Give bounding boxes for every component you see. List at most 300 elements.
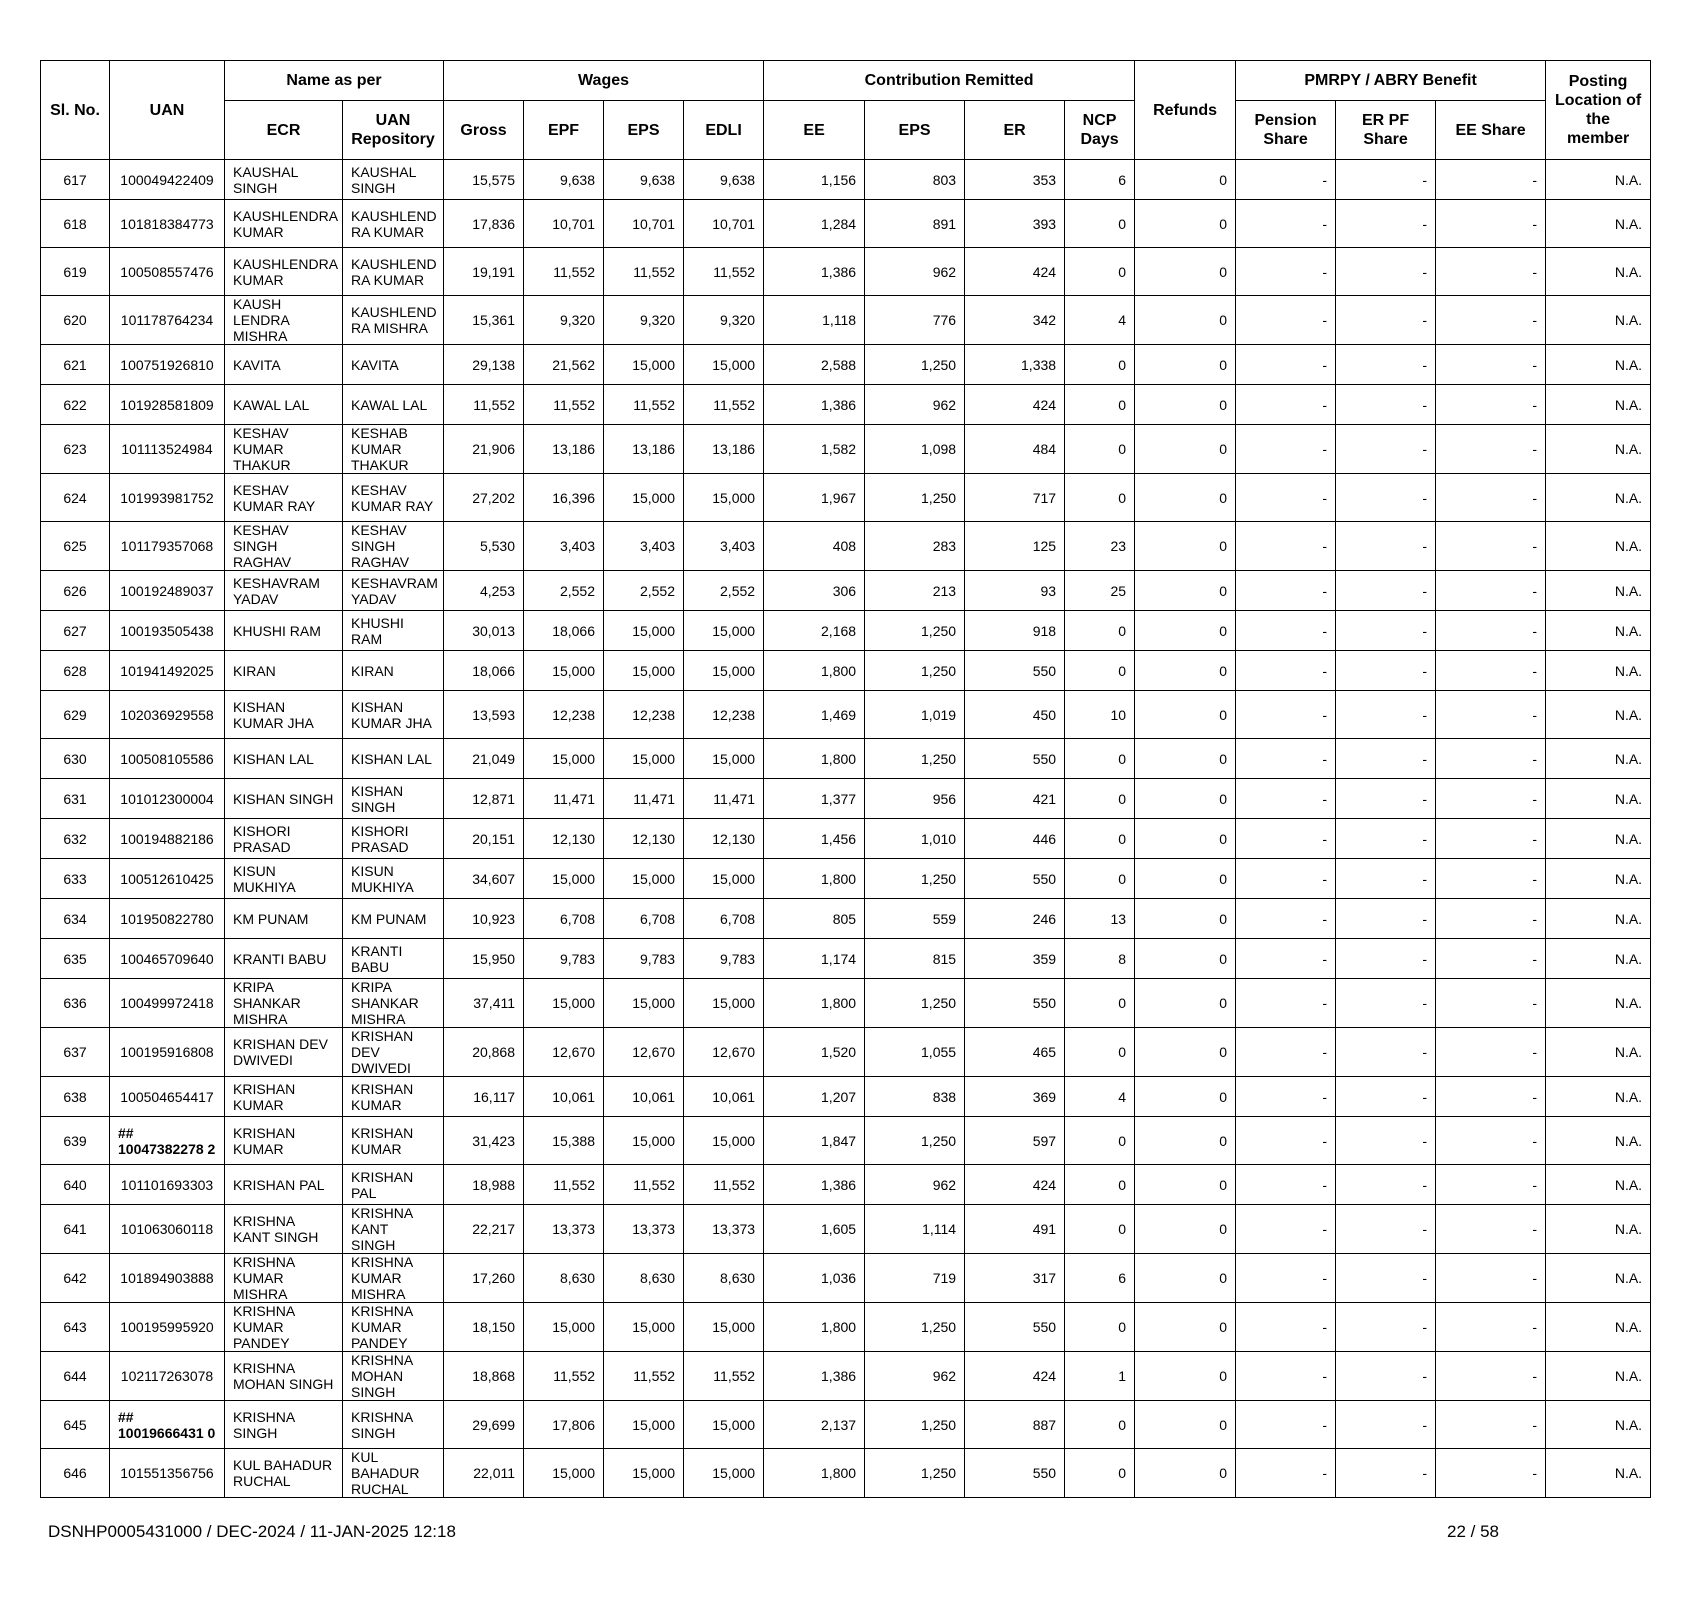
table-row [41, 611, 1651, 651]
ncp-days-cell: 0 [1065, 474, 1135, 522]
er-pf-share-cell: - [1336, 474, 1436, 522]
ncp-days-cell: 0 [1065, 345, 1135, 385]
ee-cell: 1,469 [764, 691, 865, 739]
refunds-cell: 0 [1135, 571, 1236, 611]
sl-no-cell: 625 [41, 522, 110, 571]
refunds-cell: 0 [1135, 385, 1236, 425]
refunds-cell: 0 [1135, 899, 1236, 939]
ee-cell: 1,800 [764, 1449, 865, 1498]
ee-cell: 1,377 [764, 779, 865, 819]
pension-share-cell: - [1236, 1165, 1336, 1205]
pension-share-cell: - [1236, 296, 1336, 345]
er-cell: 597 [965, 1117, 1065, 1165]
epf-cell: 12,130 [524, 819, 604, 859]
er-cell: 359 [965, 939, 1065, 979]
ee-share-cell: - [1436, 474, 1546, 522]
gross-cell: 16,117 [444, 1077, 524, 1117]
table-row [41, 939, 1651, 979]
gross-cell: 4,253 [444, 571, 524, 611]
table-row [41, 296, 1651, 345]
edli-cell: 11,552 [684, 248, 764, 296]
uan-cell: 101101693303 [110, 1165, 225, 1205]
er-cell: 424 [965, 248, 1065, 296]
eps-cell: 15,000 [604, 1401, 684, 1449]
er-cell: 353 [965, 160, 1065, 200]
er-pf-share-cell: - [1336, 425, 1436, 474]
edli-cell: 10,701 [684, 200, 764, 248]
er-pf-share-cell: - [1336, 859, 1436, 899]
ecr-name-cell: KRIPA SHANKAR MISHRA [225, 979, 343, 1028]
repository-name-cell: KISHAN SINGH [343, 779, 444, 819]
uan-cell: 101113524984 [110, 425, 225, 474]
pension-share-cell: - [1236, 691, 1336, 739]
contribution-eps-cell: 1,250 [865, 739, 965, 779]
contribution-eps-cell: 1,250 [865, 474, 965, 522]
ee-cell: 805 [764, 899, 865, 939]
refunds-cell: 0 [1135, 779, 1236, 819]
group-pmrpy-abry: PMRPY / ABRY Benefit [1236, 61, 1546, 101]
ecr-name-cell: KESHAV KUMAR THAKUR [225, 425, 343, 474]
er-pf-share-cell: - [1336, 200, 1436, 248]
er-pf-share-cell: - [1336, 248, 1436, 296]
eps-cell: 15,000 [604, 474, 684, 522]
uan-cell: 100193505438 [110, 611, 225, 651]
col-ncp-days: NCP Days [1065, 101, 1135, 160]
er-cell: 125 [965, 522, 1065, 571]
ee-cell: 1,156 [764, 160, 865, 200]
col-er: ER [965, 101, 1065, 160]
ee-cell: 1,386 [764, 385, 865, 425]
eps-cell: 11,471 [604, 779, 684, 819]
contribution-eps-cell: 1,250 [865, 1401, 965, 1449]
sl-no-cell: 623 [41, 425, 110, 474]
gross-cell: 10,923 [444, 899, 524, 939]
ee-share-cell: - [1436, 739, 1546, 779]
contribution-eps-cell: 962 [865, 1352, 965, 1401]
ncp-days-cell: 0 [1065, 1449, 1135, 1498]
eps-cell: 13,373 [604, 1205, 684, 1254]
posting-location-cell: N.A. [1546, 425, 1651, 474]
refunds-cell: 0 [1135, 651, 1236, 691]
uan-cell: 100465709640 [110, 939, 225, 979]
sl-no-cell: 621 [41, 345, 110, 385]
posting-location-cell: N.A. [1546, 296, 1651, 345]
repository-name-cell: KRISHNA SINGH [343, 1401, 444, 1449]
epf-cell: 11,471 [524, 779, 604, 819]
col-ecr: ECR [225, 101, 343, 160]
ee-cell: 1,800 [764, 859, 865, 899]
ncp-days-cell: 0 [1065, 425, 1135, 474]
posting-location-cell: N.A. [1546, 1352, 1651, 1401]
refunds-cell: 0 [1135, 248, 1236, 296]
sl-no-cell: 643 [41, 1303, 110, 1352]
sl-no-cell: 630 [41, 739, 110, 779]
uan-cell: ## 10047382278 2 [110, 1117, 225, 1165]
sl-no-cell: 641 [41, 1205, 110, 1254]
col-contribution-eps: EPS [865, 101, 965, 160]
er-cell: 550 [965, 651, 1065, 691]
refunds-cell: 0 [1135, 819, 1236, 859]
repository-name-cell: KRISHNA KUMAR MISHRA [343, 1254, 444, 1303]
edli-cell: 15,000 [684, 1401, 764, 1449]
posting-location-cell: N.A. [1546, 345, 1651, 385]
ee-cell: 1,207 [764, 1077, 865, 1117]
epf-cell: 10,701 [524, 200, 604, 248]
col-uan: UAN [110, 61, 225, 160]
table-row [41, 385, 1651, 425]
uan-cell: 100194882186 [110, 819, 225, 859]
table-row [41, 200, 1651, 248]
edli-cell: 6,708 [684, 899, 764, 939]
ee-cell: 408 [764, 522, 865, 571]
ncp-days-cell: 6 [1065, 1254, 1135, 1303]
uan-cell: 100195995920 [110, 1303, 225, 1352]
ecr-name-cell: KISUN MUKHIYA [225, 859, 343, 899]
gross-cell: 18,868 [444, 1352, 524, 1401]
posting-location-cell: N.A. [1546, 1401, 1651, 1449]
gross-cell: 17,836 [444, 200, 524, 248]
ncp-days-cell: 0 [1065, 611, 1135, 651]
gross-cell: 13,593 [444, 691, 524, 739]
ncp-days-cell: 10 [1065, 691, 1135, 739]
contribution-eps-cell: 962 [865, 248, 965, 296]
gross-cell: 34,607 [444, 859, 524, 899]
refunds-cell: 0 [1135, 979, 1236, 1028]
pension-share-cell: - [1236, 200, 1336, 248]
pension-share-cell: - [1236, 345, 1336, 385]
ee-share-cell: - [1436, 296, 1546, 345]
edli-cell: 11,552 [684, 1352, 764, 1401]
ncp-days-cell: 0 [1065, 1303, 1135, 1352]
ee-share-cell: - [1436, 571, 1546, 611]
table-row [41, 160, 1651, 200]
ecr-name-cell: KHUSHI RAM [225, 611, 343, 651]
gross-cell: 18,066 [444, 651, 524, 691]
repository-name-cell: KRISHNA MOHAN SINGH [343, 1352, 444, 1401]
edli-cell: 12,130 [684, 819, 764, 859]
eps-cell: 12,670 [604, 1028, 684, 1077]
col-uan-repository: UAN Repository [343, 101, 444, 160]
repository-name-cell: KRISHAN DEV DWIVEDI [343, 1028, 444, 1077]
er-cell: 342 [965, 296, 1065, 345]
ee-cell: 1,847 [764, 1117, 865, 1165]
er-cell: 93 [965, 571, 1065, 611]
er-pf-share-cell: - [1336, 819, 1436, 859]
epf-cell: 21,562 [524, 345, 604, 385]
posting-location-cell: N.A. [1546, 899, 1651, 939]
gross-cell: 15,950 [444, 939, 524, 979]
refunds-cell: 0 [1135, 939, 1236, 979]
eps-cell: 9,783 [604, 939, 684, 979]
er-cell: 491 [965, 1205, 1065, 1254]
edli-cell: 15,000 [684, 859, 764, 899]
posting-location-cell: N.A. [1546, 819, 1651, 859]
er-pf-share-cell: - [1336, 899, 1436, 939]
ee-cell: 1,386 [764, 1352, 865, 1401]
er-pf-share-cell: - [1336, 1028, 1436, 1077]
gross-cell: 21,049 [444, 739, 524, 779]
ecr-name-cell: KISHORI PRASAD [225, 819, 343, 859]
repository-name-cell: KRISHAN PAL [343, 1165, 444, 1205]
refunds-cell: 0 [1135, 296, 1236, 345]
table-row [41, 691, 1651, 739]
gross-cell: 17,260 [444, 1254, 524, 1303]
epf-cell: 15,388 [524, 1117, 604, 1165]
ee-share-cell: - [1436, 1401, 1546, 1449]
sl-no-cell: 644 [41, 1352, 110, 1401]
epf-cell: 17,806 [524, 1401, 604, 1449]
eps-cell: 15,000 [604, 611, 684, 651]
epf-cell: 11,552 [524, 1352, 604, 1401]
repository-name-cell: KUL BAHADUR RUCHAL [343, 1449, 444, 1498]
ecr-name-cell: KIRAN [225, 651, 343, 691]
sl-no-cell: 619 [41, 248, 110, 296]
gross-cell: 20,868 [444, 1028, 524, 1077]
contribution-eps-cell: 283 [865, 522, 965, 571]
ecr-name-cell: KESHAV SINGH RAGHAV [225, 522, 343, 571]
posting-location-cell: N.A. [1546, 385, 1651, 425]
er-cell: 424 [965, 385, 1065, 425]
er-pf-share-cell: - [1336, 979, 1436, 1028]
ee-cell: 306 [764, 571, 865, 611]
epf-cell: 15,000 [524, 1303, 604, 1352]
sl-no-cell: 620 [41, 296, 110, 345]
eps-cell: 15,000 [604, 1117, 684, 1165]
epf-cell: 13,186 [524, 425, 604, 474]
contribution-eps-cell: 1,098 [865, 425, 965, 474]
refunds-cell: 0 [1135, 1117, 1236, 1165]
refunds-cell: 0 [1135, 1352, 1236, 1401]
contribution-eps-cell: 838 [865, 1077, 965, 1117]
repository-name-cell: KRISHAN KUMAR [343, 1077, 444, 1117]
sl-no-cell: 638 [41, 1077, 110, 1117]
pension-share-cell: - [1236, 1117, 1336, 1165]
er-pf-share-cell: - [1336, 691, 1436, 739]
ee-cell: 1,967 [764, 474, 865, 522]
table-row [41, 779, 1651, 819]
ee-cell: 1,800 [764, 979, 865, 1028]
repository-name-cell: KESHAVRAM YADAV [343, 571, 444, 611]
er-pf-share-cell: - [1336, 160, 1436, 200]
er-cell: 550 [965, 1303, 1065, 1352]
er-cell: 421 [965, 779, 1065, 819]
table-row [41, 425, 1651, 474]
ee-cell: 1,386 [764, 248, 865, 296]
sl-no-cell: 634 [41, 899, 110, 939]
edli-cell: 13,373 [684, 1205, 764, 1254]
er-cell: 246 [965, 899, 1065, 939]
edli-cell: 15,000 [684, 651, 764, 691]
er-cell: 717 [965, 474, 1065, 522]
eps-cell: 11,552 [604, 1165, 684, 1205]
repository-name-cell: KAUSHLEND RA KUMAR [343, 248, 444, 296]
col-refunds: Refunds [1135, 61, 1236, 160]
uan-cell: 100195916808 [110, 1028, 225, 1077]
repository-name-cell: KAVITA [343, 345, 444, 385]
pension-share-cell: - [1236, 1254, 1336, 1303]
pension-share-cell: - [1236, 611, 1336, 651]
eps-cell: 13,186 [604, 425, 684, 474]
uan-cell: 101993981752 [110, 474, 225, 522]
ecr-name-cell: KESHAVRAM YADAV [225, 571, 343, 611]
er-cell: 887 [965, 1401, 1065, 1449]
col-eps: EPS [604, 101, 684, 160]
gross-cell: 22,011 [444, 1449, 524, 1498]
sl-no-cell: 624 [41, 474, 110, 522]
table-row [41, 571, 1651, 611]
uan-cell: 100508105586 [110, 739, 225, 779]
table-row [41, 1303, 1651, 1352]
contribution-eps-cell: 1,019 [865, 691, 965, 739]
ee-share-cell: - [1436, 425, 1546, 474]
repository-name-cell: KIRAN [343, 651, 444, 691]
ee-share-cell: - [1436, 651, 1546, 691]
col-ee-share: EE Share [1436, 101, 1546, 160]
er-pf-share-cell: - [1336, 385, 1436, 425]
repository-name-cell: KRISHNA KANT SINGH [343, 1205, 444, 1254]
gross-cell: 15,575 [444, 160, 524, 200]
epf-cell: 15,000 [524, 651, 604, 691]
er-cell: 450 [965, 691, 1065, 739]
posting-location-cell: N.A. [1546, 939, 1651, 979]
eps-cell: 15,000 [604, 651, 684, 691]
ecr-name-cell: KRISHNA KUMAR PANDEY [225, 1303, 343, 1352]
epf-cell: 9,783 [524, 939, 604, 979]
pension-share-cell: - [1236, 779, 1336, 819]
contribution-eps-cell: 803 [865, 160, 965, 200]
ecr-name-cell: KRISHAN KUMAR [225, 1077, 343, 1117]
gross-cell: 22,217 [444, 1205, 524, 1254]
er-pf-share-cell: - [1336, 1449, 1436, 1498]
er-pf-share-cell: - [1336, 1303, 1436, 1352]
posting-location-cell: N.A. [1546, 1205, 1651, 1254]
ncp-days-cell: 0 [1065, 859, 1135, 899]
repository-name-cell: KAUSHAL SINGH [343, 160, 444, 200]
ecr-name-cell: KM PUNAM [225, 899, 343, 939]
repository-name-cell: KISHORI PRASAD [343, 819, 444, 859]
pension-share-cell: - [1236, 1303, 1336, 1352]
group-wages: Wages [444, 61, 764, 101]
ncp-days-cell: 0 [1065, 979, 1135, 1028]
ncp-days-cell: 6 [1065, 160, 1135, 200]
sl-no-cell: 642 [41, 1254, 110, 1303]
gross-cell: 12,871 [444, 779, 524, 819]
repository-name-cell: KISHAN LAL [343, 739, 444, 779]
table-row [41, 739, 1651, 779]
table-row [41, 979, 1651, 1028]
ncp-days-cell: 0 [1065, 1028, 1135, 1077]
refunds-cell: 0 [1135, 522, 1236, 571]
eps-cell: 6,708 [604, 899, 684, 939]
ecr-name-cell: KRISHAN PAL [225, 1165, 343, 1205]
pension-share-cell: - [1236, 1401, 1336, 1449]
pension-share-cell: - [1236, 859, 1336, 899]
col-edli: EDLI [684, 101, 764, 160]
col-ee: EE [764, 101, 865, 160]
ecr-name-cell: KRISHNA MOHAN SINGH [225, 1352, 343, 1401]
uan-cell: 101950822780 [110, 899, 225, 939]
repository-name-cell: KAWAL LAL [343, 385, 444, 425]
ee-share-cell: - [1436, 819, 1546, 859]
uan-cell: 100751926810 [110, 345, 225, 385]
contribution-eps-cell: 962 [865, 385, 965, 425]
ecr-name-cell: KAUSH LENDRA MISHRA [225, 296, 343, 345]
contribution-eps-cell: 213 [865, 571, 965, 611]
ee-cell: 1,800 [764, 1303, 865, 1352]
eps-cell: 2,552 [604, 571, 684, 611]
epf-cell: 8,630 [524, 1254, 604, 1303]
table-row [41, 522, 1651, 571]
refunds-cell: 0 [1135, 1254, 1236, 1303]
contribution-eps-cell: 1,250 [865, 611, 965, 651]
eps-cell: 15,000 [604, 739, 684, 779]
contribution-eps-cell: 1,055 [865, 1028, 965, 1077]
edli-cell: 9,783 [684, 939, 764, 979]
posting-location-cell: N.A. [1546, 1449, 1651, 1498]
eps-cell: 3,403 [604, 522, 684, 571]
repository-name-cell: KAUSHLEND RA KUMAR [343, 200, 444, 248]
contribution-eps-cell: 891 [865, 200, 965, 248]
gross-cell: 19,191 [444, 248, 524, 296]
ee-share-cell: - [1436, 160, 1546, 200]
ee-cell: 1,456 [764, 819, 865, 859]
repository-name-cell: KRIPA SHANKAR MISHRA [343, 979, 444, 1028]
er-pf-share-cell: - [1336, 345, 1436, 385]
epf-cell: 13,373 [524, 1205, 604, 1254]
er-pf-share-cell: - [1336, 1205, 1436, 1254]
contribution-table [40, 60, 1651, 1498]
contribution-eps-cell: 1,250 [865, 1449, 965, 1498]
col-er-pf-share: ER PF Share [1336, 101, 1436, 160]
ee-share-cell: - [1436, 611, 1546, 651]
ee-share-cell: - [1436, 979, 1546, 1028]
footer-reference: DSNHP0005431000 / DEC-2024 / 11-JAN-2025 12:18 [48, 1522, 456, 1541]
table-row [41, 1449, 1651, 1498]
table-row [41, 1077, 1651, 1117]
ncp-days-cell: 0 [1065, 1401, 1135, 1449]
posting-location-cell: N.A. [1546, 474, 1651, 522]
refunds-cell: 0 [1135, 739, 1236, 779]
ee-share-cell: - [1436, 859, 1546, 899]
refunds-cell: 0 [1135, 1028, 1236, 1077]
posting-location-cell: N.A. [1546, 779, 1651, 819]
ncp-days-cell: 1 [1065, 1352, 1135, 1401]
er-pf-share-cell: - [1336, 1254, 1436, 1303]
gross-cell: 29,138 [444, 345, 524, 385]
ecr-name-cell: KAVITA [225, 345, 343, 385]
pension-share-cell: - [1236, 1028, 1336, 1077]
group-contribution-remitted: Contribution Remitted [764, 61, 1135, 101]
ncp-days-cell: 0 [1065, 1165, 1135, 1205]
ecr-name-cell: KUL BAHADUR RUCHAL [225, 1449, 343, 1498]
table-row [41, 1117, 1651, 1165]
er-cell: 317 [965, 1254, 1065, 1303]
ee-share-cell: - [1436, 691, 1546, 739]
pension-share-cell: - [1236, 425, 1336, 474]
posting-location-cell: N.A. [1546, 1117, 1651, 1165]
er-cell: 550 [965, 979, 1065, 1028]
ee-cell: 2,168 [764, 611, 865, 651]
table-row [41, 474, 1651, 522]
col-posting-location: Posting Location of the member [1546, 61, 1651, 160]
eps-cell: 9,320 [604, 296, 684, 345]
epf-cell: 15,000 [524, 1449, 604, 1498]
ee-share-cell: - [1436, 899, 1546, 939]
edli-cell: 3,403 [684, 522, 764, 571]
eps-cell: 12,238 [604, 691, 684, 739]
repository-name-cell: KM PUNAM [343, 899, 444, 939]
gross-cell: 37,411 [444, 979, 524, 1028]
